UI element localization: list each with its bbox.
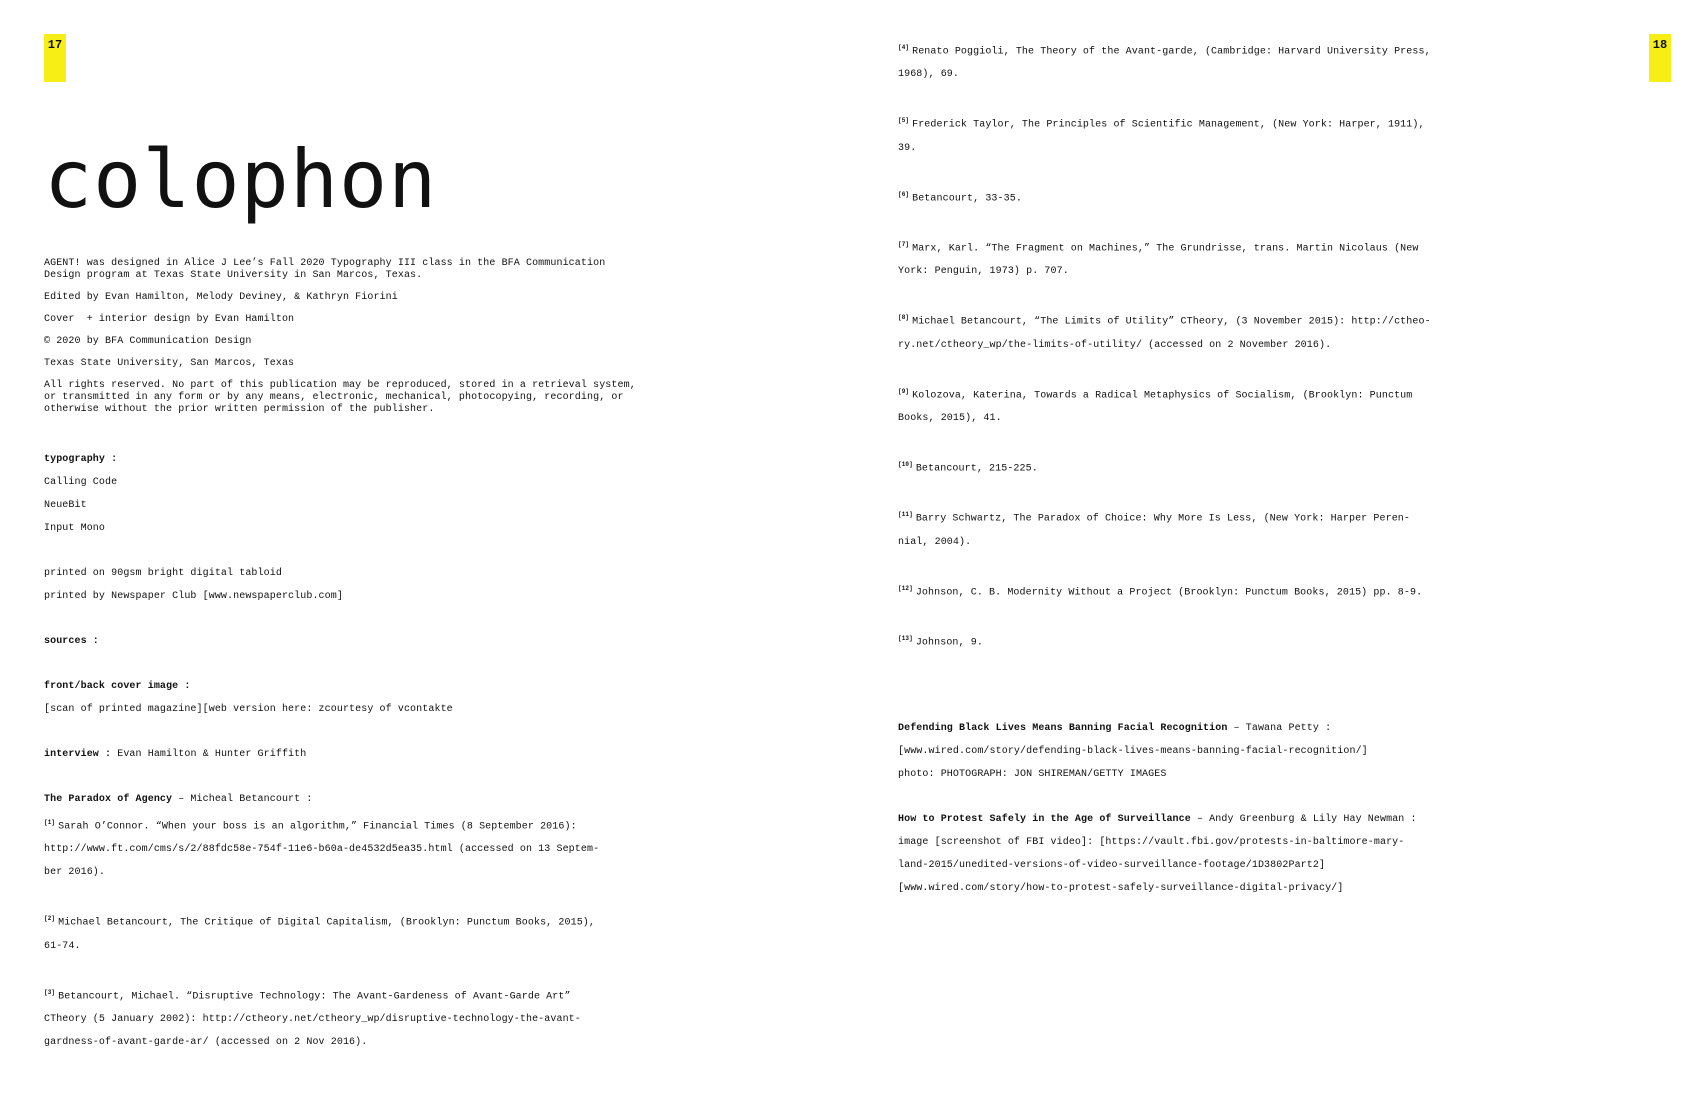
footnote-text: Johnson, C. B. Modernity Without a Project (Brooklyn: Punctum Books, 2015) pp. 8-9.: [915, 586, 1423, 598]
article-title: Defending Black Lives Means Banning Facial Recognition: [898, 723, 1228, 735]
cover-image-text: [scan of printed magazine][web version here: zcourtesy of vcontakte: [44, 704, 453, 715]
footnote-number: [6]: [898, 190, 910, 198]
footnote-line: [898, 36, 1458, 63]
footnote: [898, 503, 1458, 553]
footnote-number: [5]: [898, 117, 910, 125]
footnote-line: gardness-of-avant-garde-ar/ (accessed on 2 Nov 2016).: [44, 1036, 368, 1048]
footnote: [898, 109, 1458, 159]
left-page-content: [44, 133, 644, 1077]
article-heading: [44, 788, 644, 811]
font-item: Input Mono: [44, 523, 106, 534]
left-footnotes: [44, 811, 644, 1054]
article-heading: [898, 717, 1458, 740]
footnote-line: [898, 233, 1458, 260]
footnote-text: Frederick Taylor, The Principles of Scientific Management, (New York: Harper, 1911),: [912, 119, 1425, 131]
footnote-line: [44, 907, 644, 934]
font-item: NeueBit: [44, 500, 87, 511]
article-line: land-2015/unedited-versions-of-video-surveillance-footage/1D3802Part2]: [898, 860, 1326, 872]
page-number-left: 17: [44, 34, 66, 82]
footnote: [898, 36, 1458, 86]
article-title: The Paradox of Agency: [44, 794, 173, 805]
footnote: [898, 183, 1458, 210]
footnote-line: CTheory (5 January 2002): http://ctheory.net/ctheory_wp/disruptive-technology-the-avant-: [44, 1013, 581, 1025]
page-title: colophon: [44, 133, 438, 226]
edited-by: Edited by Evan Hamilton, Melody Deviney, & Kathryn Fiorini: [44, 292, 398, 303]
footnote-text: Sarah O’Connor. “When your boss is an algorithm,” Financial Times (8 September 2016):: [58, 821, 577, 833]
footnote-text: Betancourt, 215-225.: [915, 463, 1038, 475]
footnote-line: ber 2016).: [44, 867, 106, 879]
right-page-content: [898, 36, 1458, 900]
footnote-number: [2]: [44, 915, 56, 923]
interview-label: interview :: [44, 749, 112, 760]
printed-by: printed by Newspaper Club [www.newspaperclub.com]: [44, 591, 343, 602]
footnote-number: [8]: [898, 314, 910, 322]
typography-heading: typography :: [44, 454, 118, 465]
footnote-text: Betancourt, 33-35.: [912, 192, 1022, 204]
footnote-line: [898, 453, 1458, 480]
footnote-line: Books, 2015), 41.: [898, 412, 1002, 424]
footnote: [898, 233, 1458, 283]
footnote-text: Michael Betancourt, “The Limits of Utility” CTheory, (3 November 2015): http://ctheo-: [912, 316, 1431, 328]
footnote-line: 1968), 69.: [898, 69, 960, 81]
footnote-number: [10]: [898, 460, 913, 468]
footnote-text: Barry Schwartz, The Paradox of Choice: Why More Is Less, (New York: Harper Peren-: [915, 513, 1410, 525]
footnote-line: 39.: [898, 142, 917, 154]
article-url: [www.wired.com/story/defending-black-lives-means-banning-facial-recognition/]: [898, 746, 1368, 758]
footnote-line: 61-74.: [44, 940, 81, 952]
footnote-line: nial, 2004).: [898, 536, 972, 548]
intro-text: AGENT! was designed in Alice J Lee’s Fall 2020 Typography III class in the BFA Communication Design program at Texas State University in San Marcos, Texas.: [44, 258, 612, 281]
footnote-number: [7]: [898, 240, 910, 248]
footnote-line: [898, 627, 1458, 654]
footnote-line: York: Penguin, 1973) p. 707.: [898, 266, 1069, 278]
footnote-number: [9]: [898, 387, 910, 395]
footnote-text: Betancourt, Michael. “Disruptive Technology: The Avant-Gardeness of Avant-Garde Art”: [58, 990, 571, 1002]
article-author: – Micheal Betancourt :: [172, 794, 313, 805]
cover-credit: Cover + interior design by Evan Hamilton: [44, 314, 295, 325]
footnote-line: [898, 380, 1458, 407]
font-item: Calling Code: [44, 477, 118, 488]
footnote-text: Kolozova, Katerina, Towards a Radical Metaphysics of Socialism, (Brooklyn: Punctum: [912, 389, 1413, 401]
page-number-right: 18: [1649, 34, 1671, 82]
footnote-line: ry.net/ctheory_wp/the-limits-of-utility/ (accessed on 2 November 2016).: [898, 339, 1332, 351]
article-heading: [898, 808, 1458, 831]
footnote-text: Johnson, 9.: [915, 637, 983, 649]
right-footnotes: [898, 36, 1458, 654]
footnote-text: Renato Poggioli, The Theory of the Avant-garde, (Cambridge: Harvard University Press,: [912, 46, 1431, 58]
footnote: [44, 907, 644, 957]
interview-names: Evan Hamilton & Hunter Griffith: [111, 749, 307, 760]
footnote-line: [898, 183, 1458, 210]
rights-text: All rights reserved. No part of this publication may be reproduced, stored in a retrieval system, or transmitted in any form or by any means, electronic, mechanical, photocopying, recording, or otherwise without the prior written permission of the publisher.: [44, 380, 642, 415]
footnote-text: Michael Betancourt, The Critique of Digital Capitalism, (Brooklyn: Punctum Books, 2015),: [58, 917, 595, 929]
footnote-line: [44, 981, 644, 1008]
footnote-text: Marx, Karl. “The Fragment on Machines,” The Grundrisse, trans. Martin Nicolaus (New: [912, 243, 1419, 255]
footnote-number: [3]: [44, 988, 56, 996]
footnote-number: [11]: [898, 511, 913, 519]
footnote-number: [1]: [44, 819, 56, 826]
footnote-number: [13]: [898, 634, 913, 642]
footnote-line: [898, 503, 1458, 530]
footnote: [898, 380, 1458, 430]
article-author: – Andy Greenburg & Lily Hay Newman :: [1190, 814, 1417, 826]
footnote-line: [898, 577, 1458, 604]
footnote: [898, 627, 1458, 654]
footnote-line: [898, 306, 1458, 333]
interview-credit: [44, 743, 644, 766]
footnote: [898, 577, 1458, 604]
article-line: [www.wired.com/story/how-to-protest-safely-surveillance-digital-privacy/]: [898, 883, 1344, 895]
photo-credit: photo: PHOTOGRAPH: JON SHIREMAN/GETTY IMAGES: [898, 769, 1167, 781]
footnote-line: [44, 811, 644, 838]
footnote-line: http://www.ft.com/cms/s/2/88fdc58e-754f-11e6-b60a-de4532d5ea35.html (accessed on 13 Septem-: [44, 844, 600, 856]
article-line: image [screenshot of FBI video]: [https://vault.fbi.gov/protests-in-baltimore-mary-: [898, 837, 1405, 849]
footnote: [898, 453, 1458, 480]
sources-heading: sources :: [44, 636, 99, 647]
footnote: [44, 811, 644, 884]
cover-image-heading: front/back cover image :: [44, 681, 191, 692]
footnote: [898, 306, 1458, 356]
article-title: How to Protest Safely in the Age of Surveillance: [898, 814, 1191, 826]
footnote-line: [898, 109, 1458, 136]
location: Texas State University, San Marcos, Texas: [44, 358, 295, 369]
footnote-number: [4]: [898, 44, 910, 51]
printed-on: printed on 90gsm bright digital tabloid: [44, 568, 282, 579]
article-author: – Tawana Petty :: [1227, 723, 1332, 735]
copyright: © 2020 by BFA Communication Design: [44, 336, 252, 347]
footnote: [44, 981, 644, 1054]
footnote-number: [12]: [898, 584, 913, 592]
